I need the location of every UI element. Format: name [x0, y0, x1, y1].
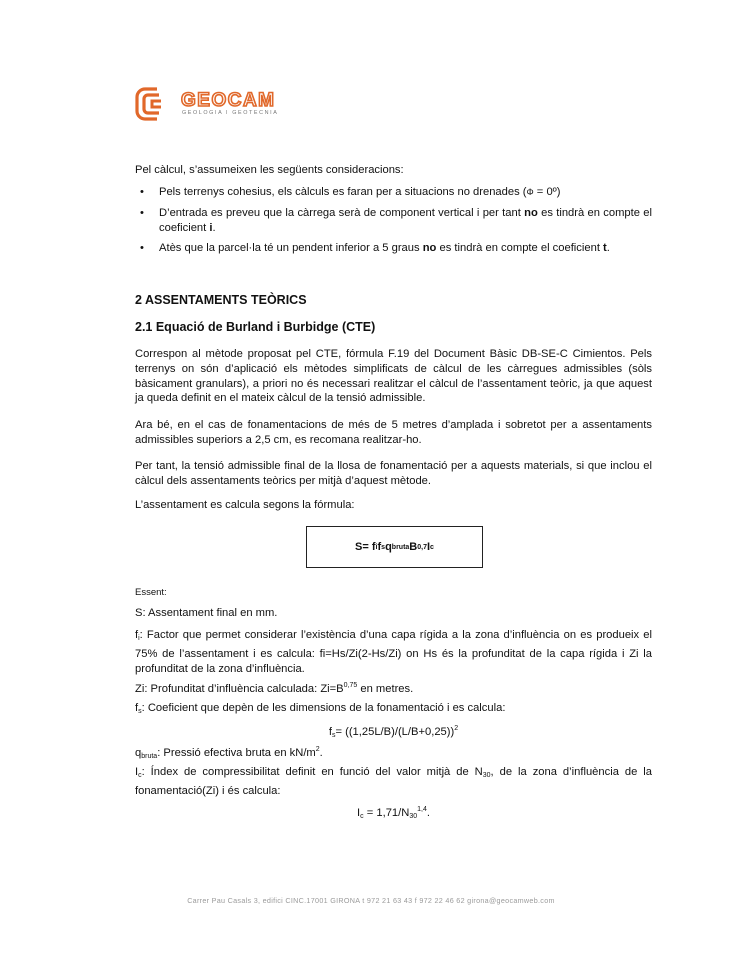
formula-sub: c [360, 813, 364, 820]
symbol-sup: 2 [315, 746, 320, 753]
formula-sup: 0,7 [417, 543, 427, 551]
bullet-text: = 0º) [533, 186, 561, 198]
bullet-icon: • [140, 206, 144, 219]
subsection-heading: 2.1 Equació de Burland i Burbidge (CTE) [135, 320, 376, 334]
def-text: : Índex de compressibilitat definit en funció del valor mitjà de N [141, 766, 483, 778]
symbol-sub: c [138, 772, 142, 779]
formula-sup: 1,4 [417, 806, 427, 813]
formula-part: q [385, 541, 392, 553]
section-heading: 2 ASSENTAMENTS TEÒRICS [135, 293, 307, 307]
paragraph-formula-intro: L’assentament es calcula segons la fórmula: [135, 499, 355, 511]
formula-part: = 1,71/N [363, 807, 410, 819]
def-fs [135, 701, 652, 720]
formula-sub: 30 [409, 813, 418, 820]
ic-formula [135, 803, 652, 825]
bold-coef: t [603, 242, 607, 255]
intro-text: Pel càlcul, s’assumeixen les següents consideracions: [135, 164, 404, 176]
formula-sub: c [430, 543, 434, 551]
formula-part: f [377, 541, 382, 553]
def-text: . [319, 747, 323, 759]
symbol: f [135, 702, 139, 714]
def-ic [135, 765, 652, 799]
def-text: Zi: Profunditat d’influència calculada: Zi=B [135, 683, 344, 695]
def-text: : Factor que permet considerar l’existència d’una capa rígida a la zona d’influència on es produeix el 75% de l’assentament i es calcula: fi=Hs/Zi(2-Hs/Zi) on Hs és la profunditat de la capa rígida i Zi la profunditat de la zona d’influència. [135, 629, 652, 675]
def-text: , de la zona d’influència de la fonamentació(Zi) i és calcula: [135, 766, 652, 797]
bullet-text: . [212, 221, 216, 234]
def-q [135, 743, 652, 765]
bullet-text: Pels terrenys cohesius, els càlculs es faran per a situacions no drenades ( [159, 186, 527, 198]
formula-sup: 2 [454, 725, 459, 732]
symbol: f [135, 629, 139, 641]
symbol-sub: i [138, 635, 140, 642]
bold-coef: i [209, 221, 213, 234]
formula-sub: bruta [391, 543, 410, 551]
symbol-sub: 30 [482, 772, 491, 779]
formula-sub: s [381, 543, 386, 551]
list-item [135, 206, 652, 236]
def-fi [135, 628, 652, 676]
essent-label: Essent: [135, 587, 167, 598]
geocam-logo [135, 86, 305, 122]
formula-part: B [409, 541, 418, 553]
bullet-text: es tindrà en compte el coeficient [159, 206, 652, 234]
considerations-list [135, 185, 652, 262]
def-zi [135, 679, 652, 697]
symbol-sub: s [138, 708, 142, 715]
paragraph-cte: Correspon al mètode proposat pel CTE, fórmula F.19 del Document Bàsic DB-SE-C Cimientos. Pels terrenys on són d’aplicació els mètodes simplificats de càlcul de les càrregues admissibles (sòls bàsicament granulars), a priori no és necessari realitzar el càlcul de l’assentament teòric, ja que aquest ja queda definit en el mateix càlcul de la tensió admissible. [135, 348, 652, 405]
bullet-text: D’entrada es preveu que la càrrega serà de component vertical i per tant [159, 206, 525, 219]
formula-part: . [426, 807, 430, 819]
logo-wordmark: GEOCAM [181, 90, 276, 111]
def-text: : Pressió efectiva bruta en kN/m [157, 747, 316, 759]
symbol-sub: bruta [141, 753, 158, 760]
phi-symbol: Φ [526, 187, 534, 197]
settlement-formula-box [306, 526, 483, 568]
paragraph-tension: Per tant, la tensió admissible final de la llosa de fonamentació per a aquests materials, si que inclou el càlcul dels assentaments teòrics per mitjà d’aquest mètode. [135, 460, 652, 487]
def-text: en metres. [357, 683, 414, 695]
bullet-text: es tindrà en compte el coeficient [436, 242, 604, 255]
def-text: : Coeficient que depèn de les dimensions de la fonamentació i es calcula: [141, 702, 506, 714]
page-footer: Carrer Pau Casals 3, edifici CINC.17001 GIRONA t 972 21 63 43 f 972 22 46 62 girona@geocamweb.com [187, 896, 555, 905]
formula-sub: i [375, 543, 378, 551]
def-s: S: Assentament final en mm. [135, 607, 278, 619]
list-item [135, 241, 652, 256]
bullet-text: Atès que la parcel·la té un pendent inferior a 5 graus [159, 242, 423, 255]
paragraph-width: Ara bé, en el cas de fonamentacions de més de 5 metres d’amplada i sobretot per a assentaments admissibles superiors a 2,5 cm, es recomana realitzar-ho. [135, 419, 652, 446]
bold-no: no [422, 242, 437, 255]
list-item [135, 185, 652, 200]
bold-no: no [524, 206, 538, 219]
geocam-logo-mark-icon [135, 86, 179, 122]
bullet-icon: • [140, 242, 144, 255]
logo-tagline: GEOLOGIA I GEOTECNIA [182, 110, 279, 116]
formula-part: I [426, 541, 431, 553]
symbol: I [135, 766, 139, 778]
formula-part: f [328, 726, 332, 738]
formula-part: = ((1,25L/B)/(L/B+0,25)) [335, 726, 455, 738]
bullet-icon: • [140, 186, 144, 198]
formula-sub: s [331, 732, 336, 739]
fs-formula [135, 722, 652, 744]
symbol: q [135, 747, 142, 759]
symbol-sup: 0,75 [343, 682, 358, 689]
bullet-text: . [606, 242, 610, 255]
formula-part: S= f [355, 541, 376, 553]
formula-part: I [357, 807, 361, 819]
